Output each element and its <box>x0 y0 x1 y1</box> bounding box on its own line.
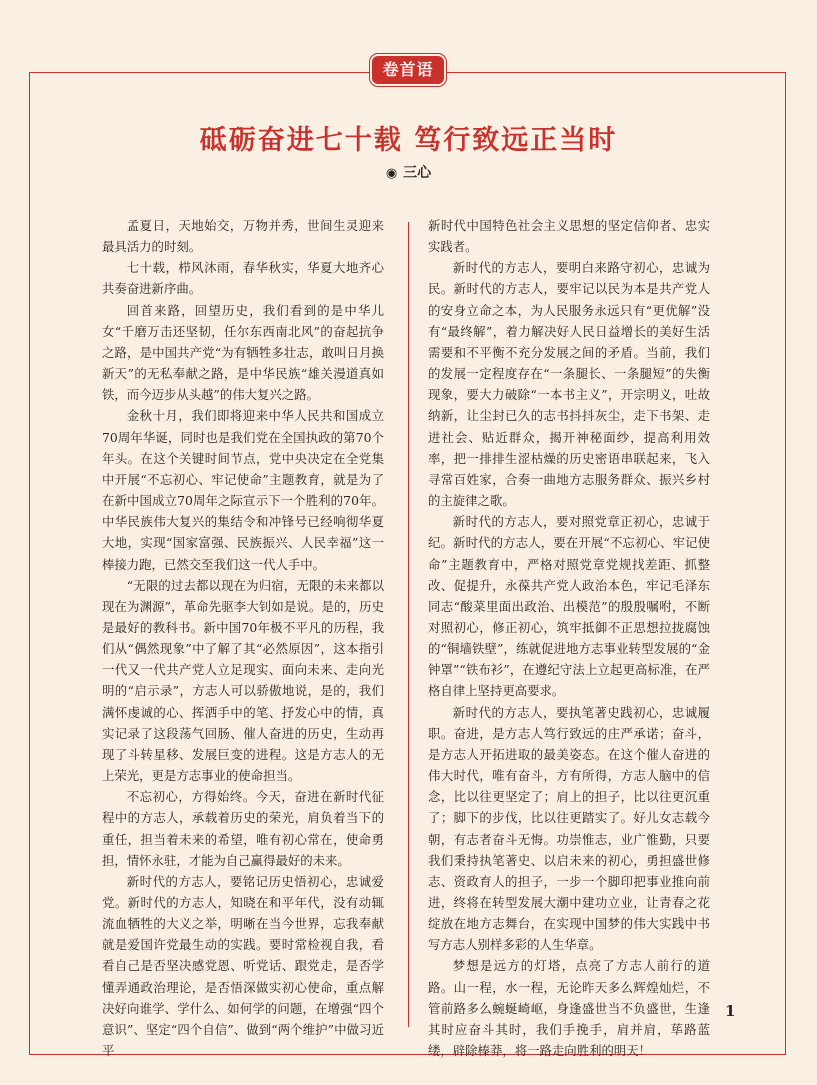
paragraph: 新时代的方志人，要明白来路守初心，忠诚为民。新时代的方志人，要牢记以民为本是共产党人的安身立命之本，为人民服务永远只有“更优解”没有“最终解”，着力解决好人民日益增长的美好生活需要和不平衡不充分发展之间的矛盾。当前，我们的发展一定程度存在“一条腿长、一条腿短”的失衡现象，要大力破除“一本书主义”，开宗明义，吐故纳新，让尘封已久的志书抖抖灰尘，走下书架、走进社会、贴近群众，揭开神秘面纱，提高利用效率，把一排排生涩枯燥的历史密语串联起来，飞入寻常百姓家，合奏一曲地方志服务群众、振兴乡村的主旋律之歌。 <box>428 260 710 509</box>
paragraph: 新时代的方志人，要对照党章正初心，忠诚于纪。新时代的方志人，要在开展“不忘初心、牢记使命”主题教育中，严格对照党章党规找差距、抓整改、促提升，永葆共产党人政治本色，牢记毛泽东同志“酸菜里面出政治、出模范”的殷殷嘱咐，不断对照初心，修正初心，筑牢抵御不正思想拉拢腐蚀的“铜墙铁壁”，练就促进地方志事业转型发展的“金钟罩”“铁布衫”，在遵纪守法上立起更高标准，在严格自律上坚持更高要求。 <box>428 514 710 699</box>
section-badge: 卷首语 <box>370 54 446 86</box>
right-column <box>428 215 710 1059</box>
author-line <box>0 162 817 182</box>
paragraph: 新时代的方志人，要铭记历史悟初心，忠诚爱党。新时代的方志人，知晓在和平年代，没有动辄流血牺牲的大义之举，明晰在当今世界，忘我奉献就是爱国许党最生动的实践。要时常检视自我，看看自己是否坚决感党恩、听党话、跟党走，是否学懂弄通政治理论，是否悟深做实初心使命，重点解决好向谁学、学什么、如何学的问题，在增强“四个意识”、坚定“四个自信”、做到“两个维护”中做习近平 <box>102 873 384 1059</box>
paragraph-continued: 新时代中国特色社会主义思想的坚定信仰者、忠实实践者。 <box>428 218 710 255</box>
author-name: 三心 <box>403 165 432 181</box>
page-number: 1 <box>725 1002 736 1020</box>
left-column <box>102 215 384 1059</box>
article-title: 砥砺奋进七十载 笃行致远正当时 <box>199 125 618 156</box>
paragraph: 金秋十月，我们即将迎来中华人民共和国成立70周年华诞，同时也是我们党在全国执政的第70个年头。在这个关键时间节点，党中央决定在全党集中开展“不忘初心、牢记使命”主题教育，就是为了在新中国成立70周年之际宣示下一个胜利的70年。中华民族伟大复兴的集结令和冲锋号已经响彻华夏大地，实现“国家富强、民族振兴、人民幸福”这一棒接力跑，已然交至我们这一代人手中。 <box>102 408 384 572</box>
paragraph: 七十载，栉风沐雨，春华秋实，华夏大地齐心共奏奋进新序曲。 <box>102 260 384 297</box>
paragraph: 不忘初心，方得始终。今天，奋进在新时代征程中的方志人，承载着历史的荣光，肩负着当下的重任，担当着未来的希望，唯有初心常在，使命勇担，情怀永驻，才能为自己赢得最好的未来。 <box>102 789 384 868</box>
paragraph: 梦想是远方的灯塔，点亮了方志人前行的道路。山一程，水一程，无论昨天多么辉煌灿烂，不管前路多么蜿蜒崎岖，身逢盛世当不负盛世，生逢其时应奋斗其时，我们手挽手，肩并肩，荜路蓝缕，辟除榛莽，将一路走向胜利的明天！ <box>428 958 710 1059</box>
bullet-icon: ◉ <box>385 166 398 181</box>
column-divider <box>408 222 409 1027</box>
paragraph: “无限的过去都以现在为归宿，无限的未来都以现在为渊源”，革命先驱李大钊如是说。是的，历史是最好的教科书。新中国70年极不平凡的历程，我们从“偶然现象”中了解了其“必然原因”，这本指引一代又一代共产党人立足现实、面向未来、走向光明的“启示录”，方志人可以骄傲地说，是的，我们满怀虔诚的心、挥洒手中的笔、抒发心中的情，真实记录了这段荡气回肠、催人奋进的历史，生动再现了斗转星移、发展巨变的进程。这是方志人的无上荣光，更是方志事业的使命担当。 <box>102 577 384 784</box>
paragraph: 回首来路，回望历史，我们看到的是中华儿女“千磨万击还坚韧，任尔东西南北风”的奋起抗争之路，是中国共产党“为有牺牲多壮志，敢叫日月换新天”的无私奉献之路，是中华民族“雄关漫道真如铁，而今迈步从头越”的伟大复兴之路。 <box>102 302 384 403</box>
paragraph: 孟夏日，天地始交，万物并秀，世间生灵迎来最具活力的时刻。 <box>102 218 384 255</box>
paragraph: 新时代的方志人，要执笔著史践初心，忠诚履职。奋进，是方志人笃行致远的庄严承诺；奋斗，是方志人开拓进取的最美姿态。在这个催人奋进的伟大时代，唯有奋斗，方有所得，方志人脑中的信念，比以往更坚定了；肩上的担子，比以往更沉重了；脚下的步伐，比以往更踏实了。好儿女志载今朝，有志者奋斗无悔。功崇惟志，业广惟勤，只要我们秉持执笔著史、以启未来的初心，勇担盛世修志、资政育人的担子，一步一个脚印把事业推向前进，终将在转型发展大潮中建功立业，让青春之花绽放在地方志舞台，在实现中国梦的伟大实践中书写方志人别样多彩的人生华章。 <box>428 704 710 953</box>
